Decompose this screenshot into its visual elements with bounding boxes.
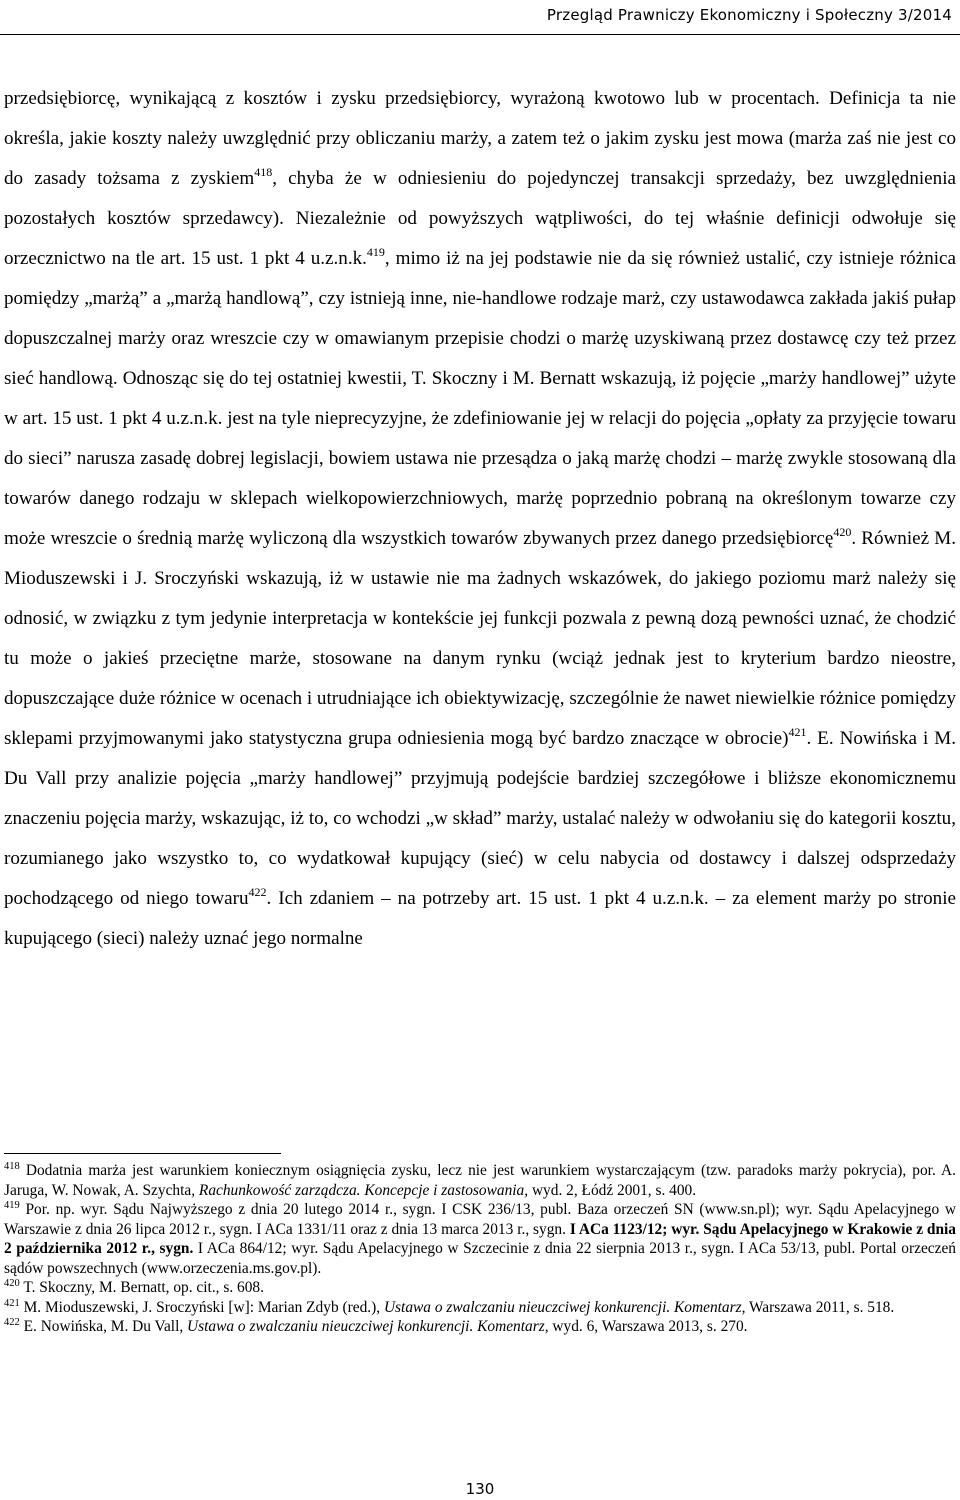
- footnote-text: , Warszawa 2011, s. 518.: [741, 1298, 895, 1316]
- footnote-text: , wyd. 2, Łódź 2001, s. 400.: [524, 1181, 697, 1199]
- body-text-5: . E. Nowińska i M. Du Vall przy analizie pojęcia „marży handlowej” przyjmują podejście bardziej szczegółowe i bliższe ekonomicznemu znaczeniu pojęcia marży, wskazując, iż to, co wchodzi „w skład” marży, ustalać należy w odwołaniu się do kategorii kosztu, rozumianego jako wszystko to, co wydatkował kupujący (sieć) w celu nabycia od dostawcy i dalszej odsprzedaży pochodzącego od niego towaru: [4, 728, 956, 909]
- footnote-text: T. Skoczny, M. Bernatt, op. cit., s. 608.: [19, 1279, 264, 1296]
- footnote-ref-420[interactable]: 420: [833, 525, 852, 539]
- footnote-number: 419: [4, 1200, 20, 1211]
- footnote-ref-421[interactable]: 421: [788, 725, 807, 739]
- footnote-ref-419[interactable]: 419: [366, 245, 385, 259]
- footnote-number: 422: [4, 1317, 20, 1328]
- footnote-420: [4, 1278, 956, 1298]
- footnote-text: Dodatnia marża jest warunkiem koniecznym osiągnięcia zysku, lecz nie jest warunkiem wystarczającym (tzw. paradoks marży pokrycia), por. A. Jaruga, W. Nowak, A. Szychta,: [4, 1162, 956, 1199]
- footnote-421: [4, 1298, 956, 1318]
- body-text-6: . Ich zdaniem – na potrzeby art. 15 ust. 1 pkt 4 u.z.n.k. – za element marży po stronie kupującego (sieci) należy uznać jego normalne: [4, 888, 957, 949]
- footnote-bold-text: I ACa 1123/12; wyr. Sądu Apelacyjnego w Krakowie z dnia 2 października 2012 r., sygn.: [4, 1220, 957, 1257]
- journal-header: Przegląd Prawniczy Ekonomiczny i Społeczny 3/2014: [546, 6, 952, 24]
- footnote-422: [4, 1317, 956, 1337]
- body-text-2: , chyba że w odniesieniu do pojedynczej transakcji sprzedaży, bez uwzględnienia pozostałych kosztów sprzedawcy). Niezależnie od powyższych wątpliwości, do tej właśnie definicji odwołuje się orzecznictwo na tle art. 15 ust. 1 pkt 4 u.z.n.k.: [4, 168, 956, 269]
- footnote-ref-418[interactable]: 418: [254, 165, 273, 179]
- footnote-number: 418: [4, 1161, 20, 1172]
- footnote-text: M. Mioduszewski, J. Sroczyński [w]: Marian Zdyb (red.),: [19, 1298, 384, 1316]
- footnote-book-title: Rachunkowość zarządcza. Koncepcje i zastosowania: [198, 1181, 525, 1199]
- footnote-418: [4, 1161, 956, 1200]
- footnote-text: I ACa 864/12; wyr. Sądu Apelacyjnego w Szczecinie z dnia 22 sierpnia 2013 r., sygn. I ACa 53/13, publ. Portal orzeczeń sądów powszechnych (www.orzeczenia.ms.gov.pl).: [4, 1240, 956, 1277]
- footnote-separator: [4, 1153, 281, 1154]
- page-number: 130: [465, 1480, 495, 1498]
- main-paragraph: [4, 79, 956, 959]
- footnotes-section: [4, 1161, 956, 1337]
- footnote-number: 421: [4, 1297, 20, 1309]
- footnote-text: E. Nowińska, M. Du Vall,: [19, 1318, 188, 1335]
- header-rule: [0, 34, 960, 35]
- body-text-4: . Również M. Mioduszewski i J. Sroczyński wskazują, iż w ustawie nie ma żadnych wskazówek, do jakiego poziomu marż należy się odnosić, w związku z tym jedynie interpretacja w kontekście jej funkcji pozwala z pewną dozą pewności uznać, że chodzić tu może o jakieś przeciętne marże, stosowane na danym rynku (wciąż jednak jest to kryterium bardzo nieostre, dopuszczające duże różnice w ocenach i utrudniające ich obiektywizację, szczególnie że nawet niewielkie różnice pomiędzy sklepami przyjmowanymi jako statystyczna grupa odniesienia mogą być bardzo znaczące w obrocie): [4, 528, 956, 749]
- footnote-book-title: Ustawa o zwalczaniu nieuczciwej konkurencji. Komentarz: [187, 1318, 545, 1335]
- footnote-419: [4, 1200, 956, 1278]
- body-text-3: , mimo iż na jej podstawie nie da się również ustalić, czy istnieje różnica pomiędzy „marżą” a „marżą handlową”, czy istnieją inne, nie-handlowe rodzaje marż, czy ustawodawca zakłada jakiś pułap dopuszczalnej marży oraz wreszcie czy w omawianym przepisie chodzi o marżę uzyskiwaną przez dostawcę czy też przez sieć handlową. Odnosząc się do tej ostatniej kwestii, T. Skoczny i M. Bernatt wskazują, iż pojęcie „marży handlowej” użyte w art. 15 ust. 1 pkt 4 u.z.n.k. jest na tyle nieprecyzyjne, że zdefiniowanie jej w relacji do pojęcia „opłaty za przyjęcie towaru do sieci” narusza zasadę dobrej legislacji, bowiem ustawa nie przesądza o jaką marżę chodzi – marżę zwykle stosowaną dla towarów danego rodzaju w sklepach wielkopowierzchniowych, marżę poprzednio pobraną na określonym towarze czy może wreszcie o średnią marżę wyliczoną dla wszystkich towarów zbywanych przez danego przedsiębiorcę: [4, 248, 956, 549]
- footnote-number: 420: [4, 1278, 20, 1289]
- footnote-book-title: Ustawa o zwalczaniu nieuczciwej konkurencji. Komentarz: [383, 1298, 742, 1316]
- footnote-ref-422[interactable]: 422: [248, 885, 267, 899]
- footnote-text: , wyd. 6, Warszawa 2013, s. 270.: [544, 1318, 748, 1335]
- footnote-text: Por. np. wyr. Sądu Najwyższego z dnia 20 lutego 2014 r., sygn. I CSK 236/13, publ. Baza orzeczeń SN (www.sn.pl); wyr. Sądu Apelacyjnego w Warszawie z dnia 26 lipca 2012 r., sygn. I ACa 1331/11 oraz z dnia 13 marca 2013 r., sygn.: [4, 1201, 956, 1238]
- body-text-1: przedsiębiorcę, wynikającą z kosztów i zysku przedsiębiorcy, wyrażoną kwotowo lub w procentach. Definicja ta nie określa, jakie koszty należy uwzględnić przy obliczaniu marży, a zatem też o jakim zysku jest mowa (marża zaś nie jest co do zasady tożsama z zyskiem: [4, 88, 956, 189]
